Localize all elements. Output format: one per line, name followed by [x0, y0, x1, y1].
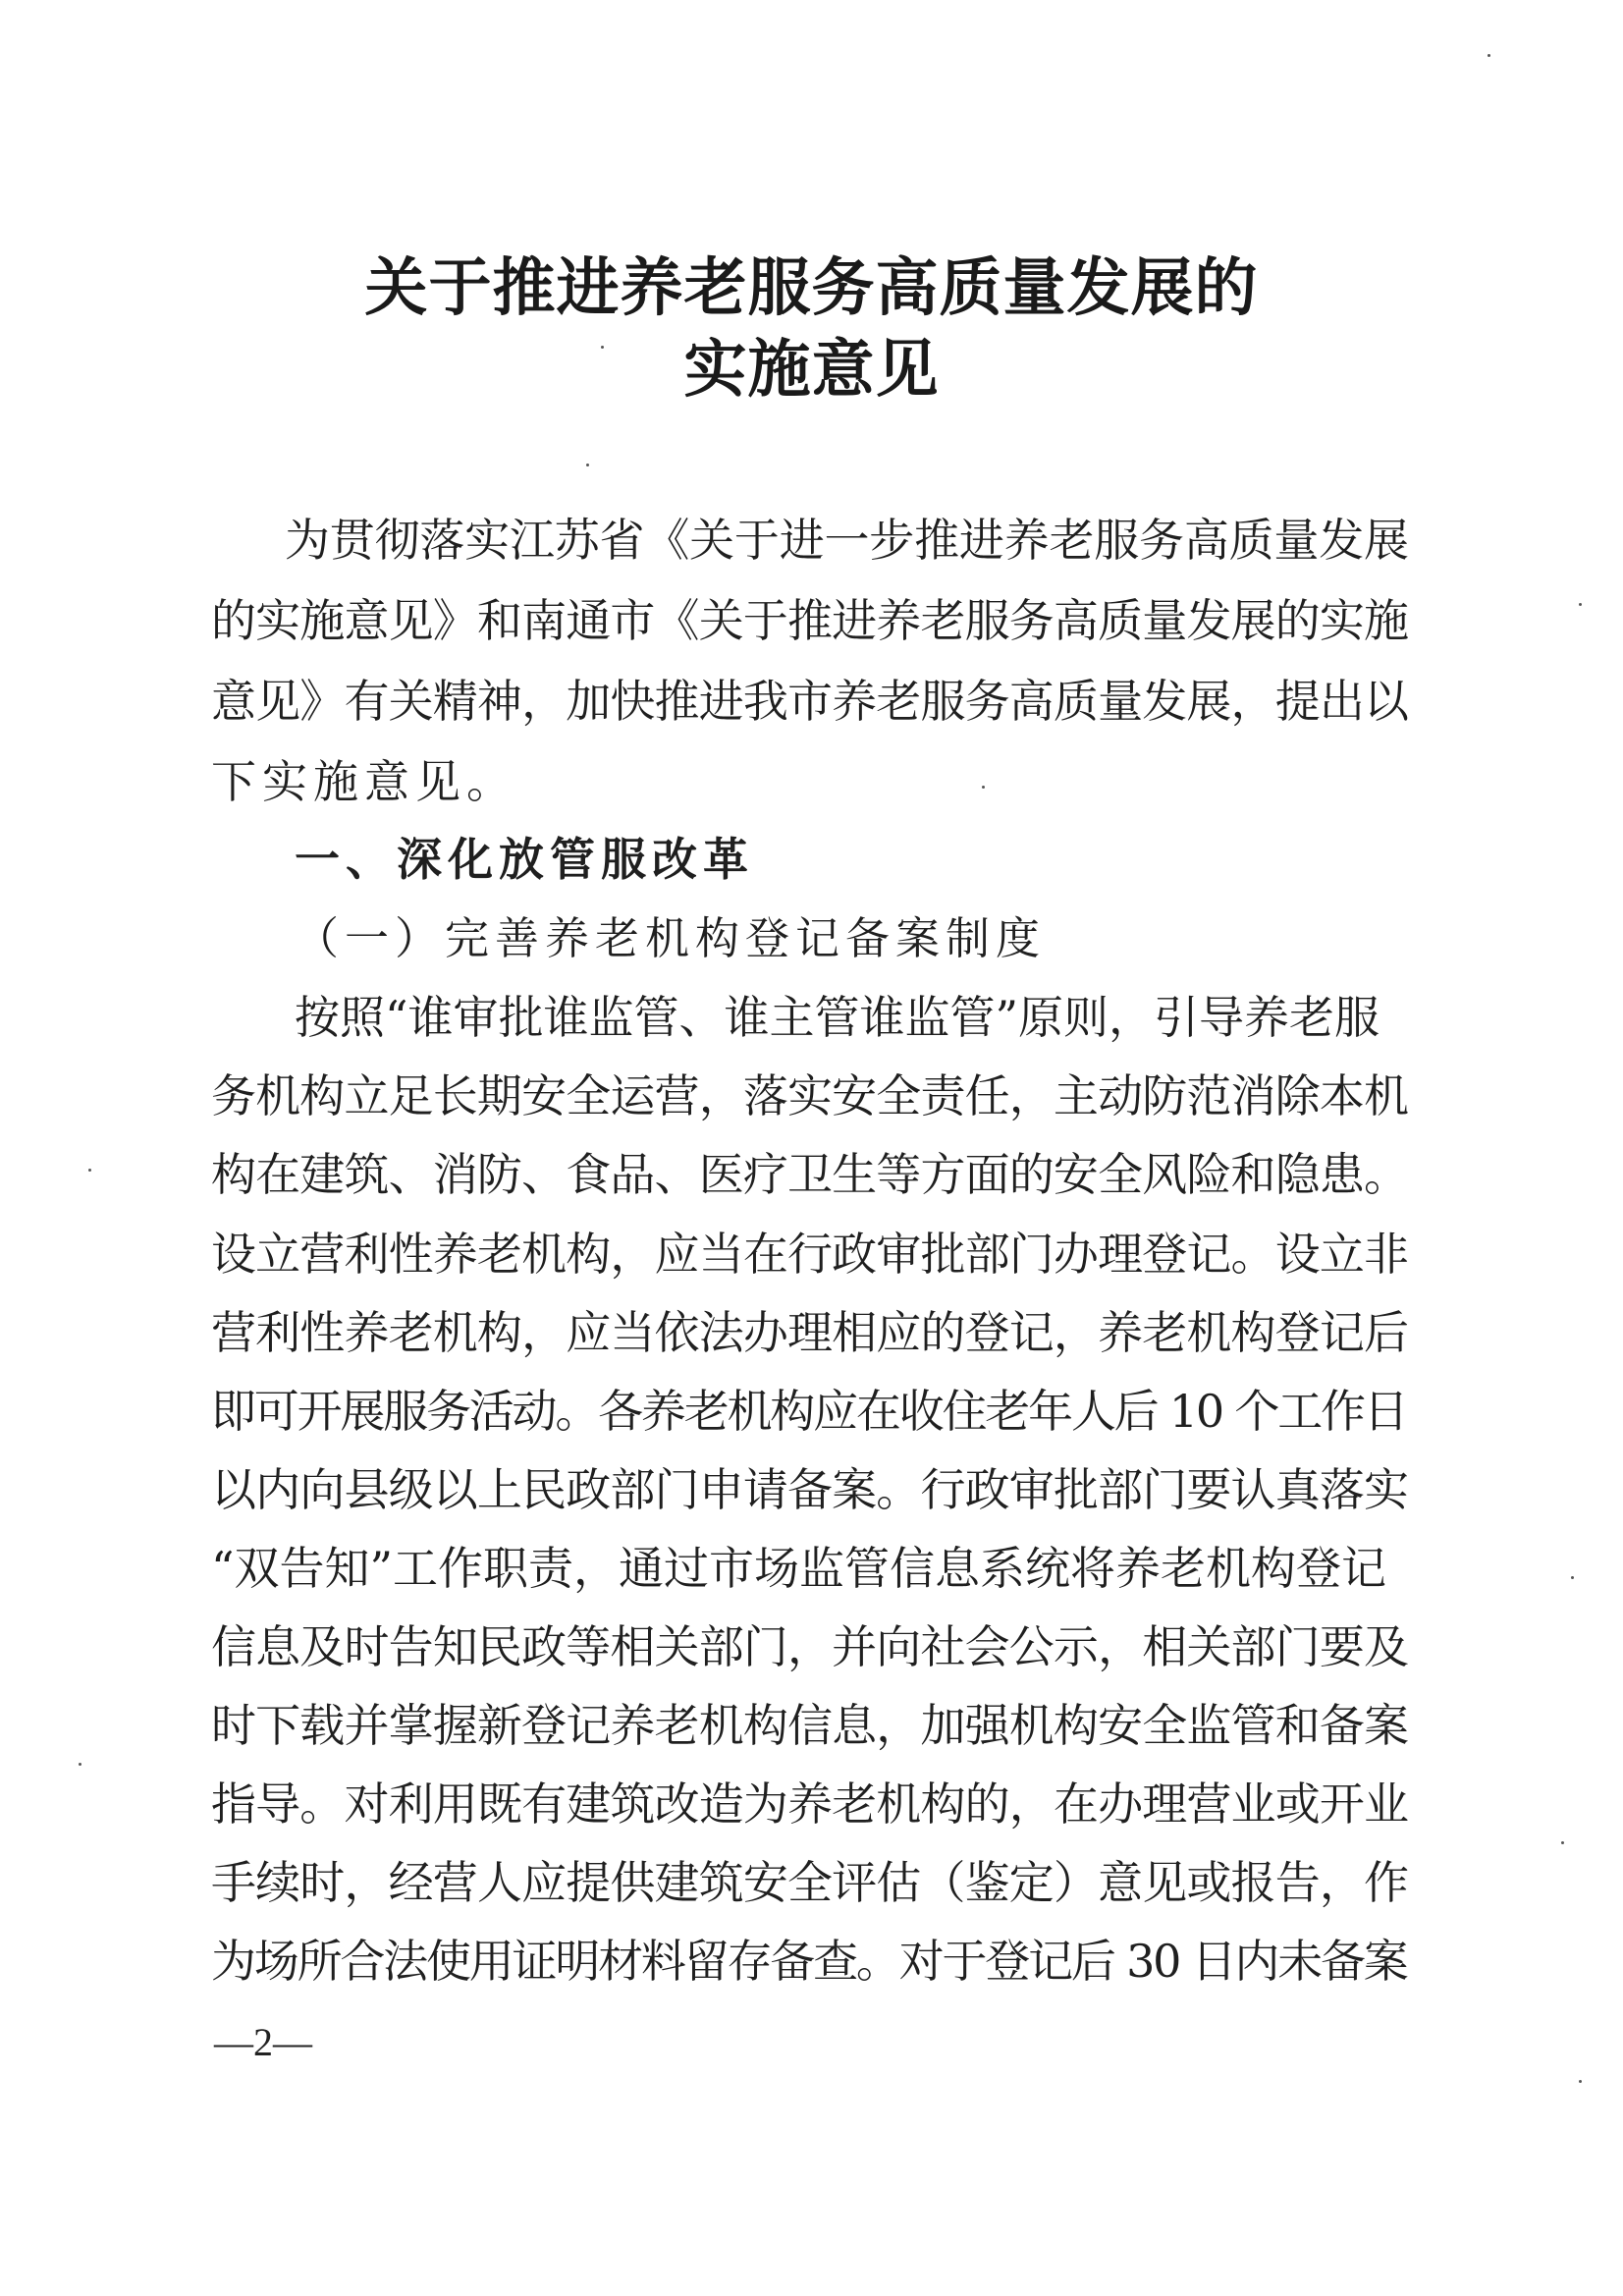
paragraph-line: 即可开展服务活动。各养老机构应在收住老年人后 10 个工作日 [211, 1385, 1407, 1438]
paragraph-line: 时下载并掌握新登记养老机构信息，加强机构安全监管和备案 [211, 1699, 1409, 1752]
paragraph-line: 的实施意见》和南通市《关于推进养老服务高质量发展的实施 [211, 594, 1409, 647]
scan-speck [586, 464, 589, 466]
paragraph-line: 下实施意见。 [211, 755, 517, 808]
page-number: —2— [214, 2020, 312, 2064]
scan-speck [1561, 1841, 1564, 1844]
paragraph-line: 为场所合法使用证明材料留存备查。对于登记后 30 日内未备案 [211, 1935, 1407, 1988]
paragraph-line: 信息及时告知民政等相关部门，并向社会公示，相关部门要及 [211, 1620, 1409, 1673]
paragraph-line: 意见》有关精神，加快推进我市养老服务高质量发展，提出以 [211, 675, 1409, 728]
paragraph-line: 设立营利性养老机构，应当在行政审批部门办理登记。设立非 [211, 1228, 1409, 1281]
scan-speck [1579, 603, 1582, 606]
scan-speck [1488, 54, 1490, 57]
paragraph-line: 指导。对利用既有建筑改造为养老机构的，在办理营业或开业 [211, 1777, 1409, 1831]
scan-speck [601, 346, 604, 349]
paragraph-line: 构在建筑、消防、食品、医疗卫生等方面的安全风险和隐患。 [211, 1148, 1409, 1201]
paragraph-line: 营利性养老机构，应当依法办理相应的登记，养老机构登记后 [211, 1306, 1409, 1359]
scan-speck [1579, 2080, 1582, 2083]
document-title-line-2: 实施意见 [683, 333, 940, 407]
paragraph-line: 务机构立足长期安全运营，落实安全责任，主动防范消除本机 [211, 1069, 1409, 1122]
scan-speck [79, 1763, 81, 1766]
scan-speck [982, 786, 985, 789]
paragraph-line: “双告知”工作职责，通过市场监管信息系统将养老机构登记 [211, 1542, 1387, 1595]
paragraph-line: 按照“谁审批谁监管、谁主管谁监管”原则，引导养老服 [295, 991, 1380, 1044]
subsection-heading: （一）完善养老机构登记备案制度 [295, 912, 1047, 964]
paragraph-line: 以内向县级以上民政部门申请备案。行政审批部门要认真落实 [211, 1463, 1409, 1516]
document-title-line-1: 关于推进养老服务高质量发展的 [364, 251, 1259, 325]
scan-speck [88, 1169, 91, 1172]
paragraph-line: 为贯彻落实江苏省《关于进一步推进养老服务高质量发展 [285, 514, 1409, 567]
paragraph-line: 手续时，经营人应提供建筑安全评估（鉴定）意见或报告，作 [211, 1856, 1409, 1909]
section-heading: 一、深化放管服改革 [295, 833, 754, 886]
scan-speck [1571, 1576, 1574, 1579]
